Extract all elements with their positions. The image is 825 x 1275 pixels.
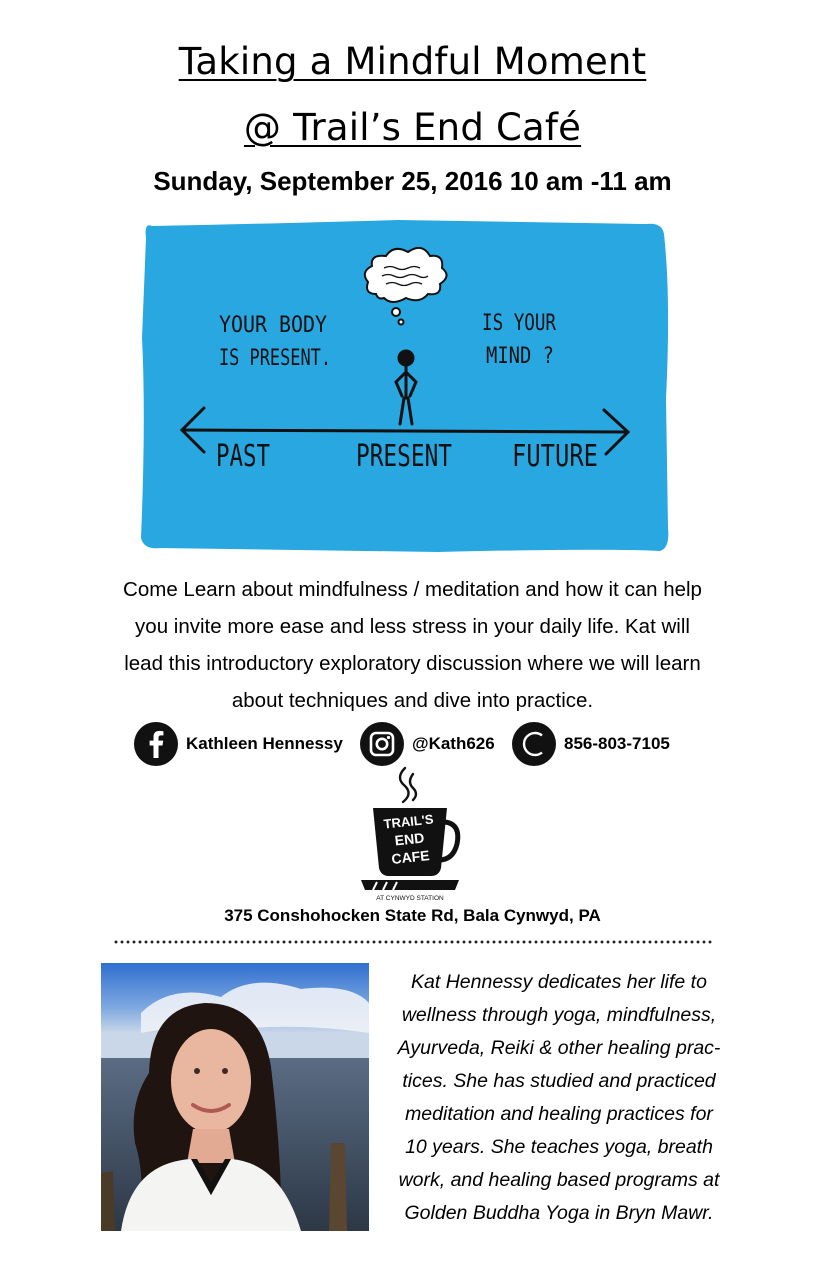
event-date: Sunday, September 25, 2016 10 am -11 am (153, 166, 672, 196)
bio-line: meditation and healing practices for (405, 1103, 713, 1125)
cafe-logo-line1: TRAIL'S (382, 811, 435, 832)
bio-line: work, and healing based programs at (398, 1169, 720, 1191)
bio-line: 10 years. She teaches yoga, breath (405, 1136, 713, 1158)
bio-line: tices. She has studied and practiced (402, 1070, 716, 1092)
right-text-line1: IS YOUR (482, 311, 557, 336)
bio-line: Golden Buddha Yoga in Bryn Mawr. (404, 1202, 714, 1224)
phone-number: 856-803-7105 (564, 734, 670, 753)
instagram-contact[interactable] (360, 722, 495, 766)
portrait-photo (101, 963, 369, 1231)
description-line: you invite more ease and less stress in your daily life. Kat will (135, 615, 690, 638)
description-line: about techniques and dive into practice. (231, 689, 594, 712)
description-line: lead this introductory exploratory discussion where we will learn (124, 652, 701, 675)
facebook-contact[interactable] (134, 722, 343, 766)
timeline-future: FUTURE (512, 439, 598, 474)
instructor-bio (378, 966, 740, 1230)
cafe-logo-line3: CAFE (390, 847, 431, 867)
phone-contact[interactable] (512, 722, 670, 766)
left-text-line1: YOUR BODY (219, 313, 327, 338)
cafe-logo (355, 764, 465, 904)
facebook-name: Kathleen Hennessy (186, 734, 343, 753)
mindfulness-illustration (138, 218, 672, 554)
description-line: Come Learn about mindfulness / meditation and how it can help (123, 578, 702, 601)
instagram-handle: @Kath626 (412, 734, 495, 753)
cafe-logo-sub: AT CYNWYD STATION (376, 895, 444, 902)
event-title: Taking a Mindful Moment (178, 40, 647, 83)
dotted-divider (113, 940, 713, 944)
facebook-icon[interactable] (134, 722, 178, 766)
timeline-past: PAST (216, 439, 270, 474)
right-text-line2: MIND ? (486, 344, 554, 369)
left-text-line2: IS PRESENT. (219, 346, 331, 371)
bio-line: wellness through yoga, mindfulness, (401, 1004, 717, 1026)
bio-line: Ayurveda, Reiki & other healing prac- (397, 1037, 721, 1059)
bio-line: Kat Hennessy dedicates her life to (411, 971, 707, 993)
timeline-present: PRESENT (356, 439, 452, 474)
event-description (60, 571, 765, 719)
event-venue-title: @ Trail’s End Café (243, 106, 582, 149)
cafe-address: 375 Conshohocken State Rd, Bala Cynwyd, PA (224, 906, 601, 925)
cafe-logo-line2: END (393, 829, 426, 849)
instagram-icon[interactable] (360, 722, 404, 766)
phone-c-icon[interactable] (512, 722, 556, 766)
